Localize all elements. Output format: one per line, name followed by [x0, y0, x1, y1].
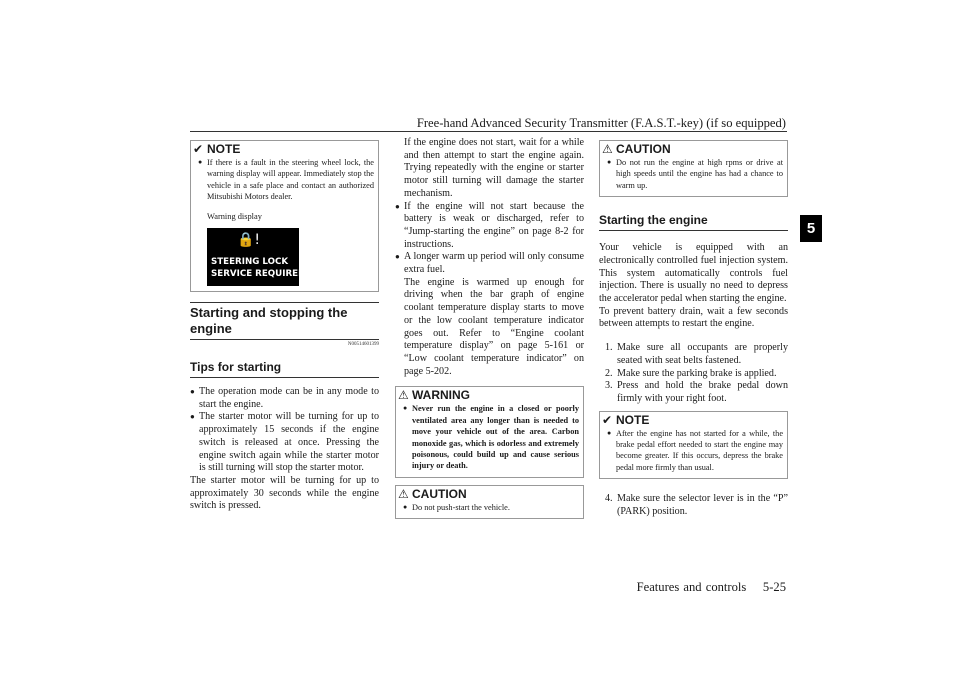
note-check-icon: ✔: [193, 142, 204, 156]
page-header-title: Free-hand Advanced Security Transmitter (F.A.S.T.-key) (if so equipped): [416, 116, 786, 130]
caution-triangle-icon: ⚠: [398, 486, 409, 501]
sub-title-rule: [190, 377, 379, 378]
caution-label: CAUTION: [412, 486, 467, 501]
caution-box: [395, 485, 584, 519]
sub-title-tips: Tips for starting: [190, 360, 282, 375]
bullet-battery: ● If the engine will not start because the battery is weak or discharged, refer to “Jump-starting the engine” on page 8-2 for instructions.: [395, 201, 584, 252]
note-box: [190, 140, 379, 292]
bullet-warm-up: [395, 251, 584, 378]
note-text-brake: ● After the engine has not started for a while, the brake pedal effort needed to start the engine may become greater. If this occurs, depress the brake pedal more firmly than usual.: [607, 428, 783, 474]
chapter-tab: 5: [800, 215, 822, 242]
bullet-warm-up-text-1: ● A longer warm up period will only consume extra fuel.: [404, 251, 584, 276]
sub-title-starting: Starting the engine: [599, 213, 708, 228]
bullet-starter-motor-text-2: The starter motor will be turning for up to approximately 30 seconds while the engine switch is pressed.: [190, 474, 379, 512]
note-text: ● If there is a fault in the steering wheel lock, the warning display will appear. Immediately stop the vehicle in a safe place and contact an authorized Mitsubishi Motors dealer.: [198, 157, 374, 203]
column-2: [395, 137, 584, 519]
bullet-warm-up-text-2: The engine is warmed up enough for driving when the bar graph of engine coolant temperature display starts to move or the low coolant temperature indicator goes out. Refer to “Engine coolant temperature display” on page 5-161 or “Low coolant temperature indicator” on page 5-202.: [404, 276, 584, 377]
caution-label: CAUTION: [616, 142, 671, 156]
page-footer: [637, 580, 786, 595]
sub-title-rule: [599, 230, 788, 231]
steering-lock-warning-display: [207, 228, 306, 286]
section-rule-bottom: [190, 339, 379, 340]
column-1: [190, 140, 379, 513]
caution-triangle-icon: ⚠: [602, 142, 613, 156]
display-line-1: STEERING LOCK: [211, 257, 289, 268]
warning-text: ● Never run the engine in a closed or poorly ventilated area any longer than is needed to move your vehicle out of the area. Carbon monoxide gas, which is odorless and extremely poisonous, could build up and cause serious injury or death.: [403, 403, 579, 471]
intro-battery-drain: To prevent battery drain, wait a few seconds between attempts to restart the engine.: [599, 305, 788, 330]
warning-box: [395, 386, 584, 477]
warning-display-caption: Warning display: [207, 211, 262, 221]
footer-section: Features and controls: [636, 580, 747, 594]
footer-page-number: 5-25: [762, 580, 786, 594]
warning-header: [396, 387, 583, 403]
display-line-2: SERVICE REQUIRED: [211, 269, 306, 280]
header-rule: [190, 131, 787, 132]
caution-header: [396, 486, 583, 502]
section-rule-top: [190, 302, 379, 303]
bullet-starter-motor-text-1: ● The starter motor will be turning for up to approximately 15 seconds if the engine switch is released at once. Pressing the engine switch again while the starter motor is still turning will stop the starter motor.: [199, 411, 379, 474]
note-header-brake: [600, 412, 787, 428]
note-header: [191, 141, 378, 157]
caution-text-rpm: ● Do not run the engine at high rpms or drive at high speeds until the engine has had a chance to warm up.: [607, 157, 783, 191]
note-label: NOTE: [207, 142, 241, 156]
bullet-operation-mode: ● The operation mode can be in any mode to start the engine.: [190, 386, 379, 411]
reference-code: N00514601399: [347, 342, 379, 348]
caution-box-rpm: [599, 140, 788, 197]
caution-text: ● Do not push-start the vehicle.: [403, 502, 579, 513]
note-label: NOTE: [616, 412, 650, 427]
step-4: 4. Make sure the selector lever is in the “P” (PARK) position.: [605, 493, 788, 517]
step-3: 3. Press and hold the brake pedal down firmly with your right foot.: [605, 380, 788, 404]
intro-fuel-injection: Your vehicle is equipped with an electronically controlled fuel injection system. This system automatically controls fuel injection. There is usually no need to depress the accelerator pedal when starting the engine.: [599, 242, 788, 305]
bullet-starter-motor: [190, 411, 379, 513]
note-check-icon: ✔: [602, 412, 613, 427]
warning-label: WARNING: [412, 388, 470, 403]
note-box-brake: [599, 411, 788, 480]
caution-header-rpm: [600, 141, 787, 157]
steering-lock-icon: 🔒!: [237, 232, 261, 249]
step-1: 1. Make sure all occupants are properly seated with seat belts fastened.: [605, 342, 788, 366]
paragraph-restart: If the engine does not start, wait for a while and then attempt to start the engine again. Trying repeatedly with the engine or starter motor still turning will damage the starter mechanism.: [404, 137, 584, 199]
column-3: [599, 140, 788, 519]
step-2: 2. Make sure the parking brake is applied.: [605, 367, 777, 379]
warning-triangle-icon: ⚠: [398, 388, 409, 403]
section-title: Starting and stopping the engine: [190, 305, 348, 337]
